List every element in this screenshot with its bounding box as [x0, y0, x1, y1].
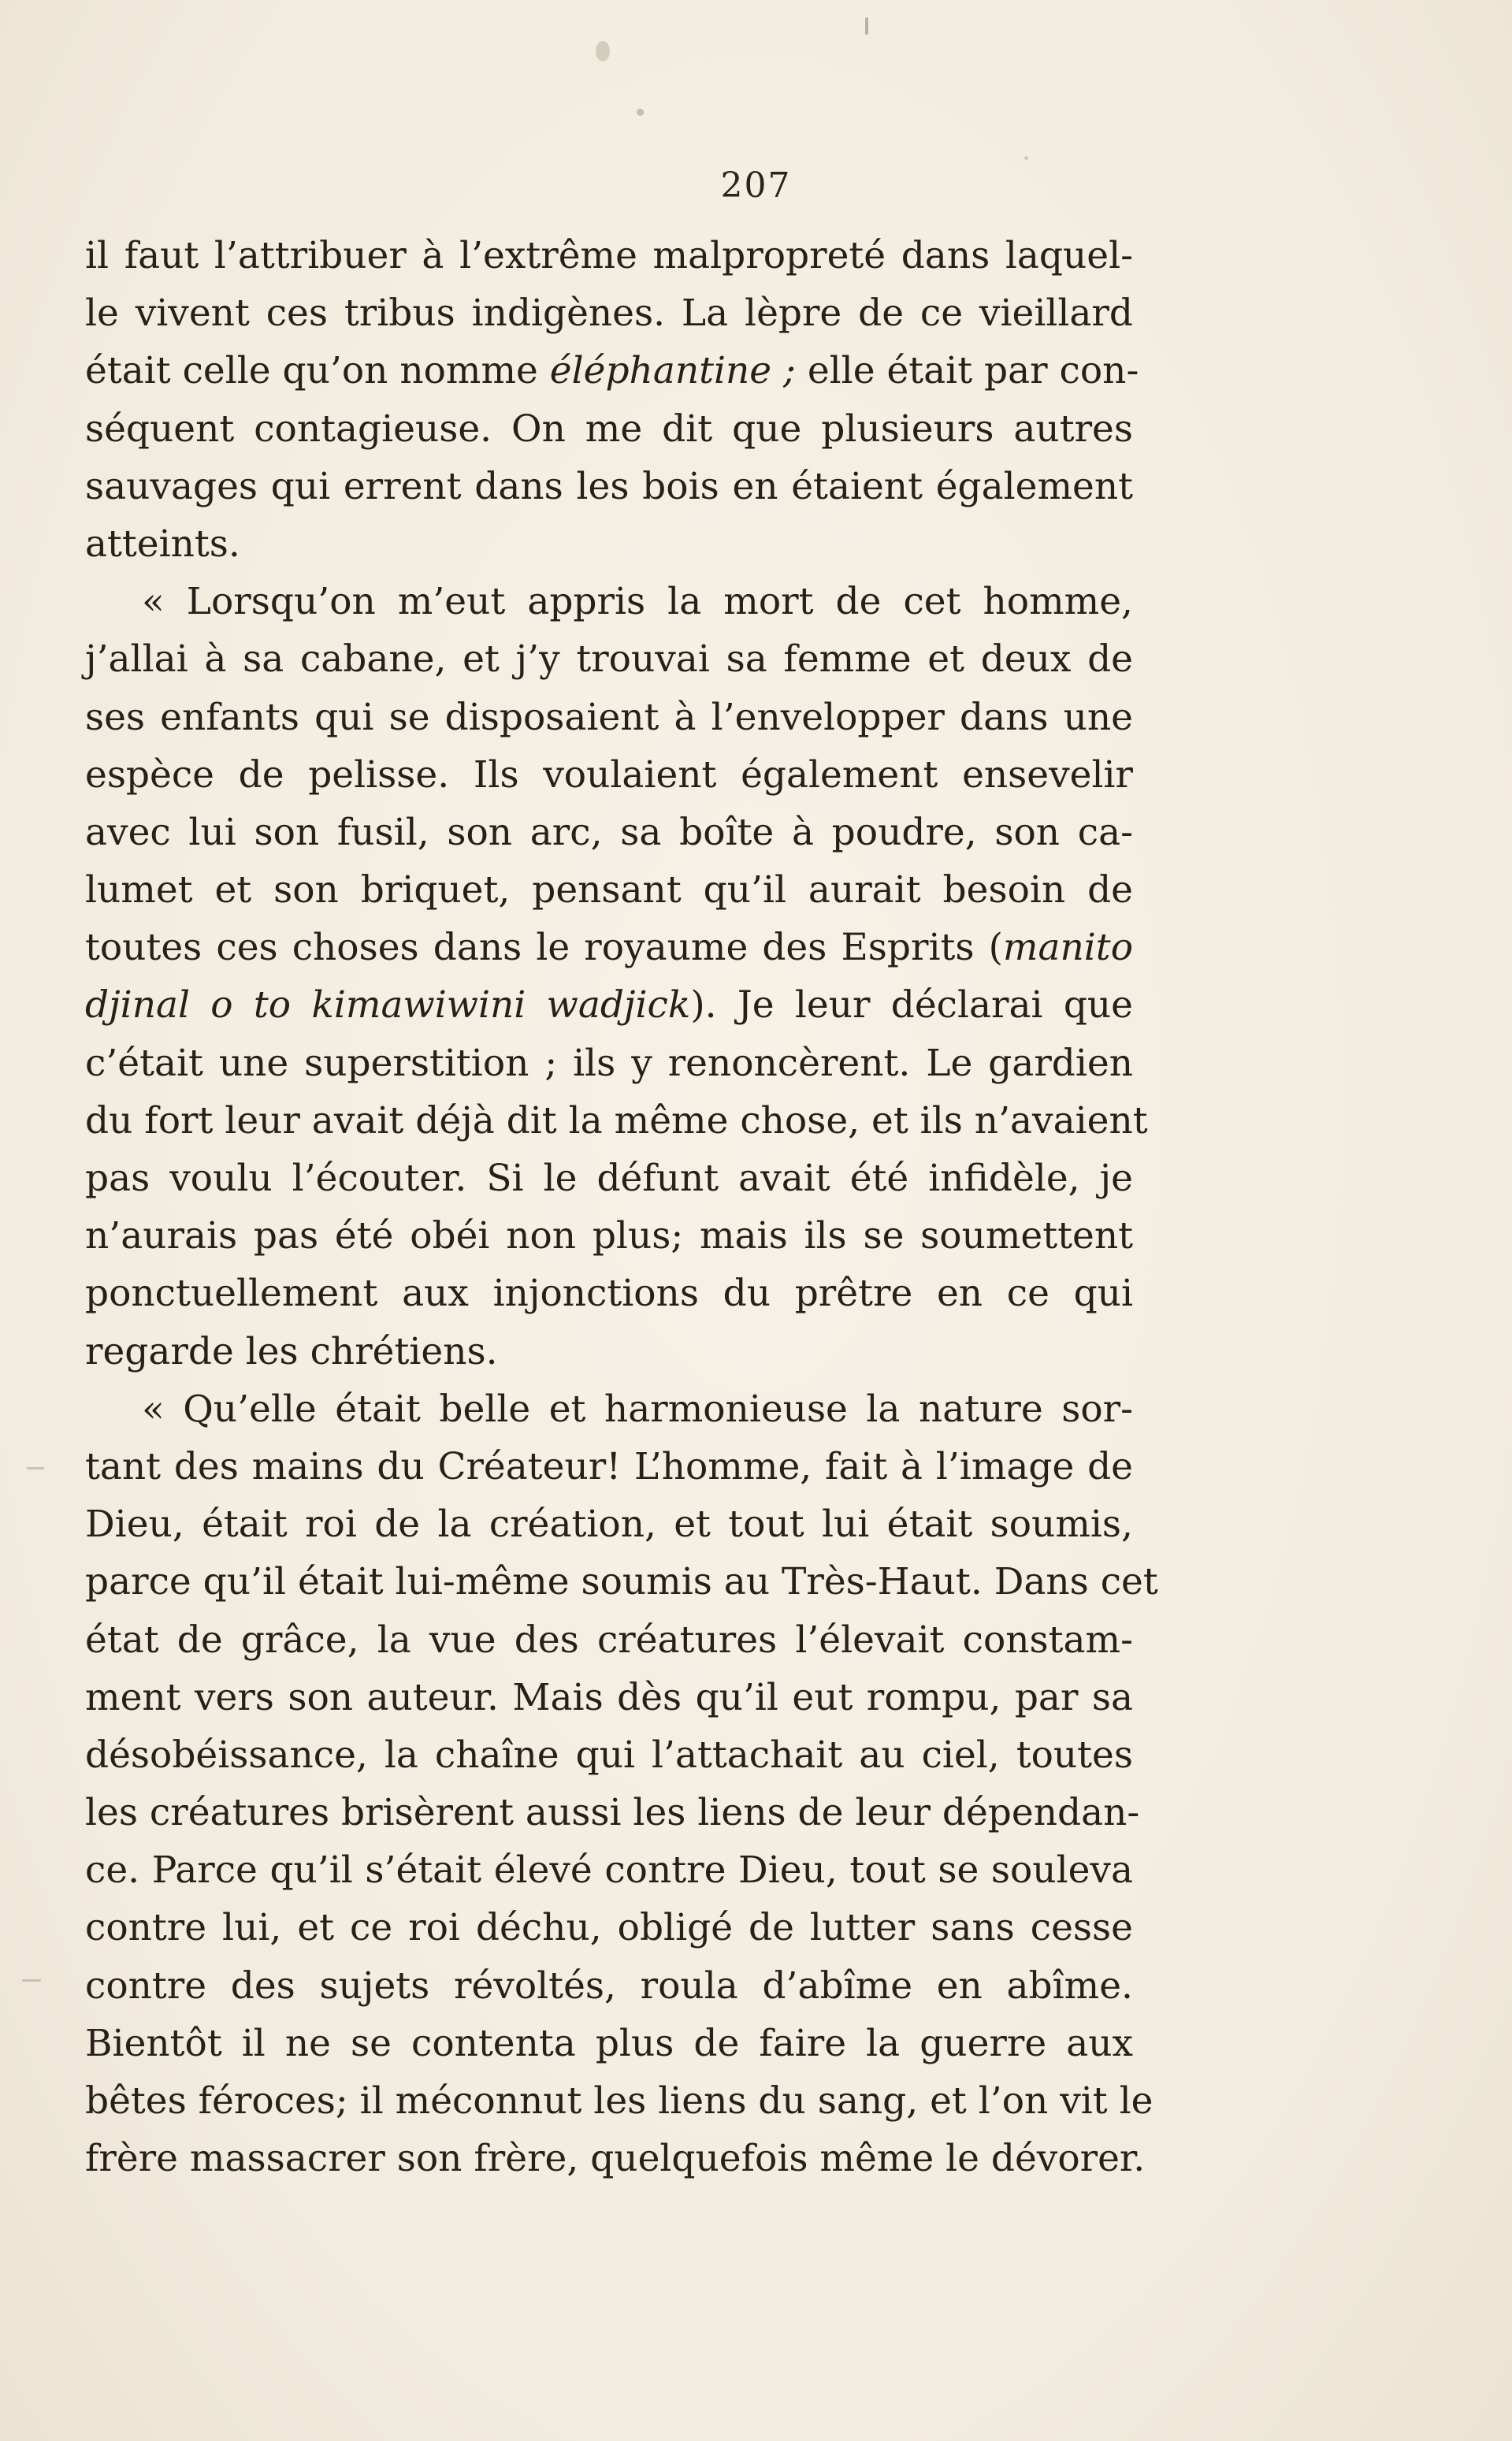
text-span: ment vers son auteur. Mais dès qu’il eut rompu, par sa: [85, 1675, 1133, 1719]
text-line: [85, 1611, 1133, 1669]
text-span: les créatures brisèrent aussi les liens de leur dépendan-: [85, 1791, 1140, 1835]
text-span: toutes ces choses dans le royaume des Esprits (: [85, 926, 1003, 970]
text-line: [85, 1495, 1133, 1553]
italic-text: éléphantine ;: [549, 349, 796, 393]
text-line: [85, 1841, 1133, 1899]
text-line: [85, 1265, 1133, 1322]
text-line: [85, 2130, 1146, 2187]
text-span: désobéissance, la chaîne qui l’attachait au ciel, toutes: [85, 1733, 1133, 1777]
text-line: [85, 976, 1133, 1034]
body-text: [85, 227, 1158, 2187]
text-span: Bientôt il ne se contenta plus de faire la guerre aux: [85, 2021, 1133, 2065]
text-line: [85, 689, 1133, 746]
text-line: [85, 515, 1133, 573]
text-span: j’allai à sa cabane, et j’y trouvai sa femme et deux de: [85, 637, 1133, 682]
text-span: pas voulu l’écouter. Si le défunt avait été infidèle, je: [85, 1157, 1133, 1200]
text-line: [85, 1726, 1133, 1784]
text-span: ses enfants qui se disposaient à l’envelopper dans une: [85, 695, 1133, 739]
text-line: [85, 630, 1133, 688]
text-span: ce. Parce qu’il s’était élevé contre Dieu, tout se souleva: [85, 1848, 1133, 1893]
text-span: n’aurais pas été obéi non plus; mais ils se soumettent: [85, 1214, 1133, 1258]
paper-speck: [27, 1467, 44, 1469]
text-span: Dieu, était roi de la création, et tout lui était soumis,: [85, 1503, 1133, 1547]
text-line: [85, 1035, 1133, 1092]
text-span: frère massacrer son frère, quelquefois même le dévorer.: [85, 2137, 1146, 2181]
italic-text: djinal o to kimawiwini wadjick: [85, 983, 691, 1027]
text-line: [85, 861, 1133, 919]
text-span: avec lui son fusil, son arc, sa boîte à poudre, son ca-: [85, 810, 1133, 854]
page-number: 207: [720, 165, 792, 206]
text-span: bêtes féroces; il méconnut les liens du sang, et l’on vit le: [85, 2079, 1154, 2123]
text-line: [85, 2072, 1154, 2130]
text-span: tant des mains du Créateur! L’homme, fait à l’image de: [85, 1444, 1133, 1488]
text-span: « Qu’elle était belle et harmonieuse la nature sor-: [142, 1387, 1133, 1431]
text-line: [85, 400, 1133, 458]
text-line: [85, 1669, 1133, 1726]
text-line: [85, 919, 1133, 976]
paper-speck: [596, 41, 610, 61]
text-span: c’était une superstition ; ils y renoncèrent. Le gardien: [85, 1041, 1133, 1085]
text-line: [85, 573, 1133, 630]
text-line: [85, 1380, 1133, 1438]
text-line: [85, 2015, 1133, 2072]
text-span: lumet et son briquet, pensant qu’il aurait besoin de: [85, 868, 1133, 912]
text-span: atteints.: [85, 522, 240, 566]
text-line: [85, 1150, 1133, 1207]
text-span: espèce de pelisse. Ils voulaient également ensevelir: [85, 752, 1133, 797]
text-span: ponctuellement aux injonctions du prêtre en ce qui: [85, 1272, 1133, 1316]
paper-speck: [865, 17, 868, 35]
paper-speck: [22, 1979, 41, 1982]
paper-speck: [637, 109, 644, 116]
text-span: sauvages qui errent dans les bois en étaient également: [85, 464, 1133, 508]
text-line: [85, 804, 1133, 861]
text-span: « Lorsqu’on m’eut appris la mort de cet homme,: [142, 580, 1133, 624]
text-line: [85, 1553, 1158, 1611]
text-span: contre lui, et ce roi déchu, obligé de lutter sans cesse: [85, 1906, 1133, 1950]
text-line: [85, 1323, 1133, 1380]
text-line: [85, 342, 1139, 399]
text-line: [85, 1092, 1148, 1150]
text-span: état de grâce, la vue des créatures l’élevait constam-: [85, 1618, 1133, 1662]
text-line: [85, 1957, 1133, 2015]
text-line: [85, 284, 1133, 342]
text-line: [85, 1207, 1133, 1265]
text-span: elle était par con-: [795, 349, 1139, 393]
text-span: contre des sujets révoltés, roula d’abîme en abîme.: [85, 1964, 1133, 2008]
text-span: séquent contagieuse. On me dit que plusieurs autres: [85, 407, 1133, 451]
text-span: le vivent ces tribus indigènes. La lèpre de ce vieillard: [85, 292, 1133, 336]
text-span: du fort leur avait déjà dit la même chose, et ils n’avaient: [85, 1098, 1148, 1142]
text-line: [85, 227, 1133, 284]
text-line: [85, 746, 1133, 804]
text-span: ). Je leur déclarai que: [690, 983, 1133, 1027]
text-span: parce qu’il était lui-même soumis au Très-Haut. Dans cet: [85, 1560, 1158, 1604]
text-line: [85, 1438, 1133, 1495]
text-span: regarde les chrétiens.: [85, 1329, 498, 1373]
text-line: [85, 1784, 1140, 1841]
paper-speck: [1024, 156, 1028, 160]
text-span: il faut l’attribuer à l’extrême malpropreté dans laquel-: [85, 234, 1133, 277]
text-span: était celle qu’on nomme: [85, 349, 550, 393]
text-line: [85, 1899, 1133, 1956]
italic-text: manito: [1002, 926, 1133, 970]
text-line: [85, 458, 1133, 515]
